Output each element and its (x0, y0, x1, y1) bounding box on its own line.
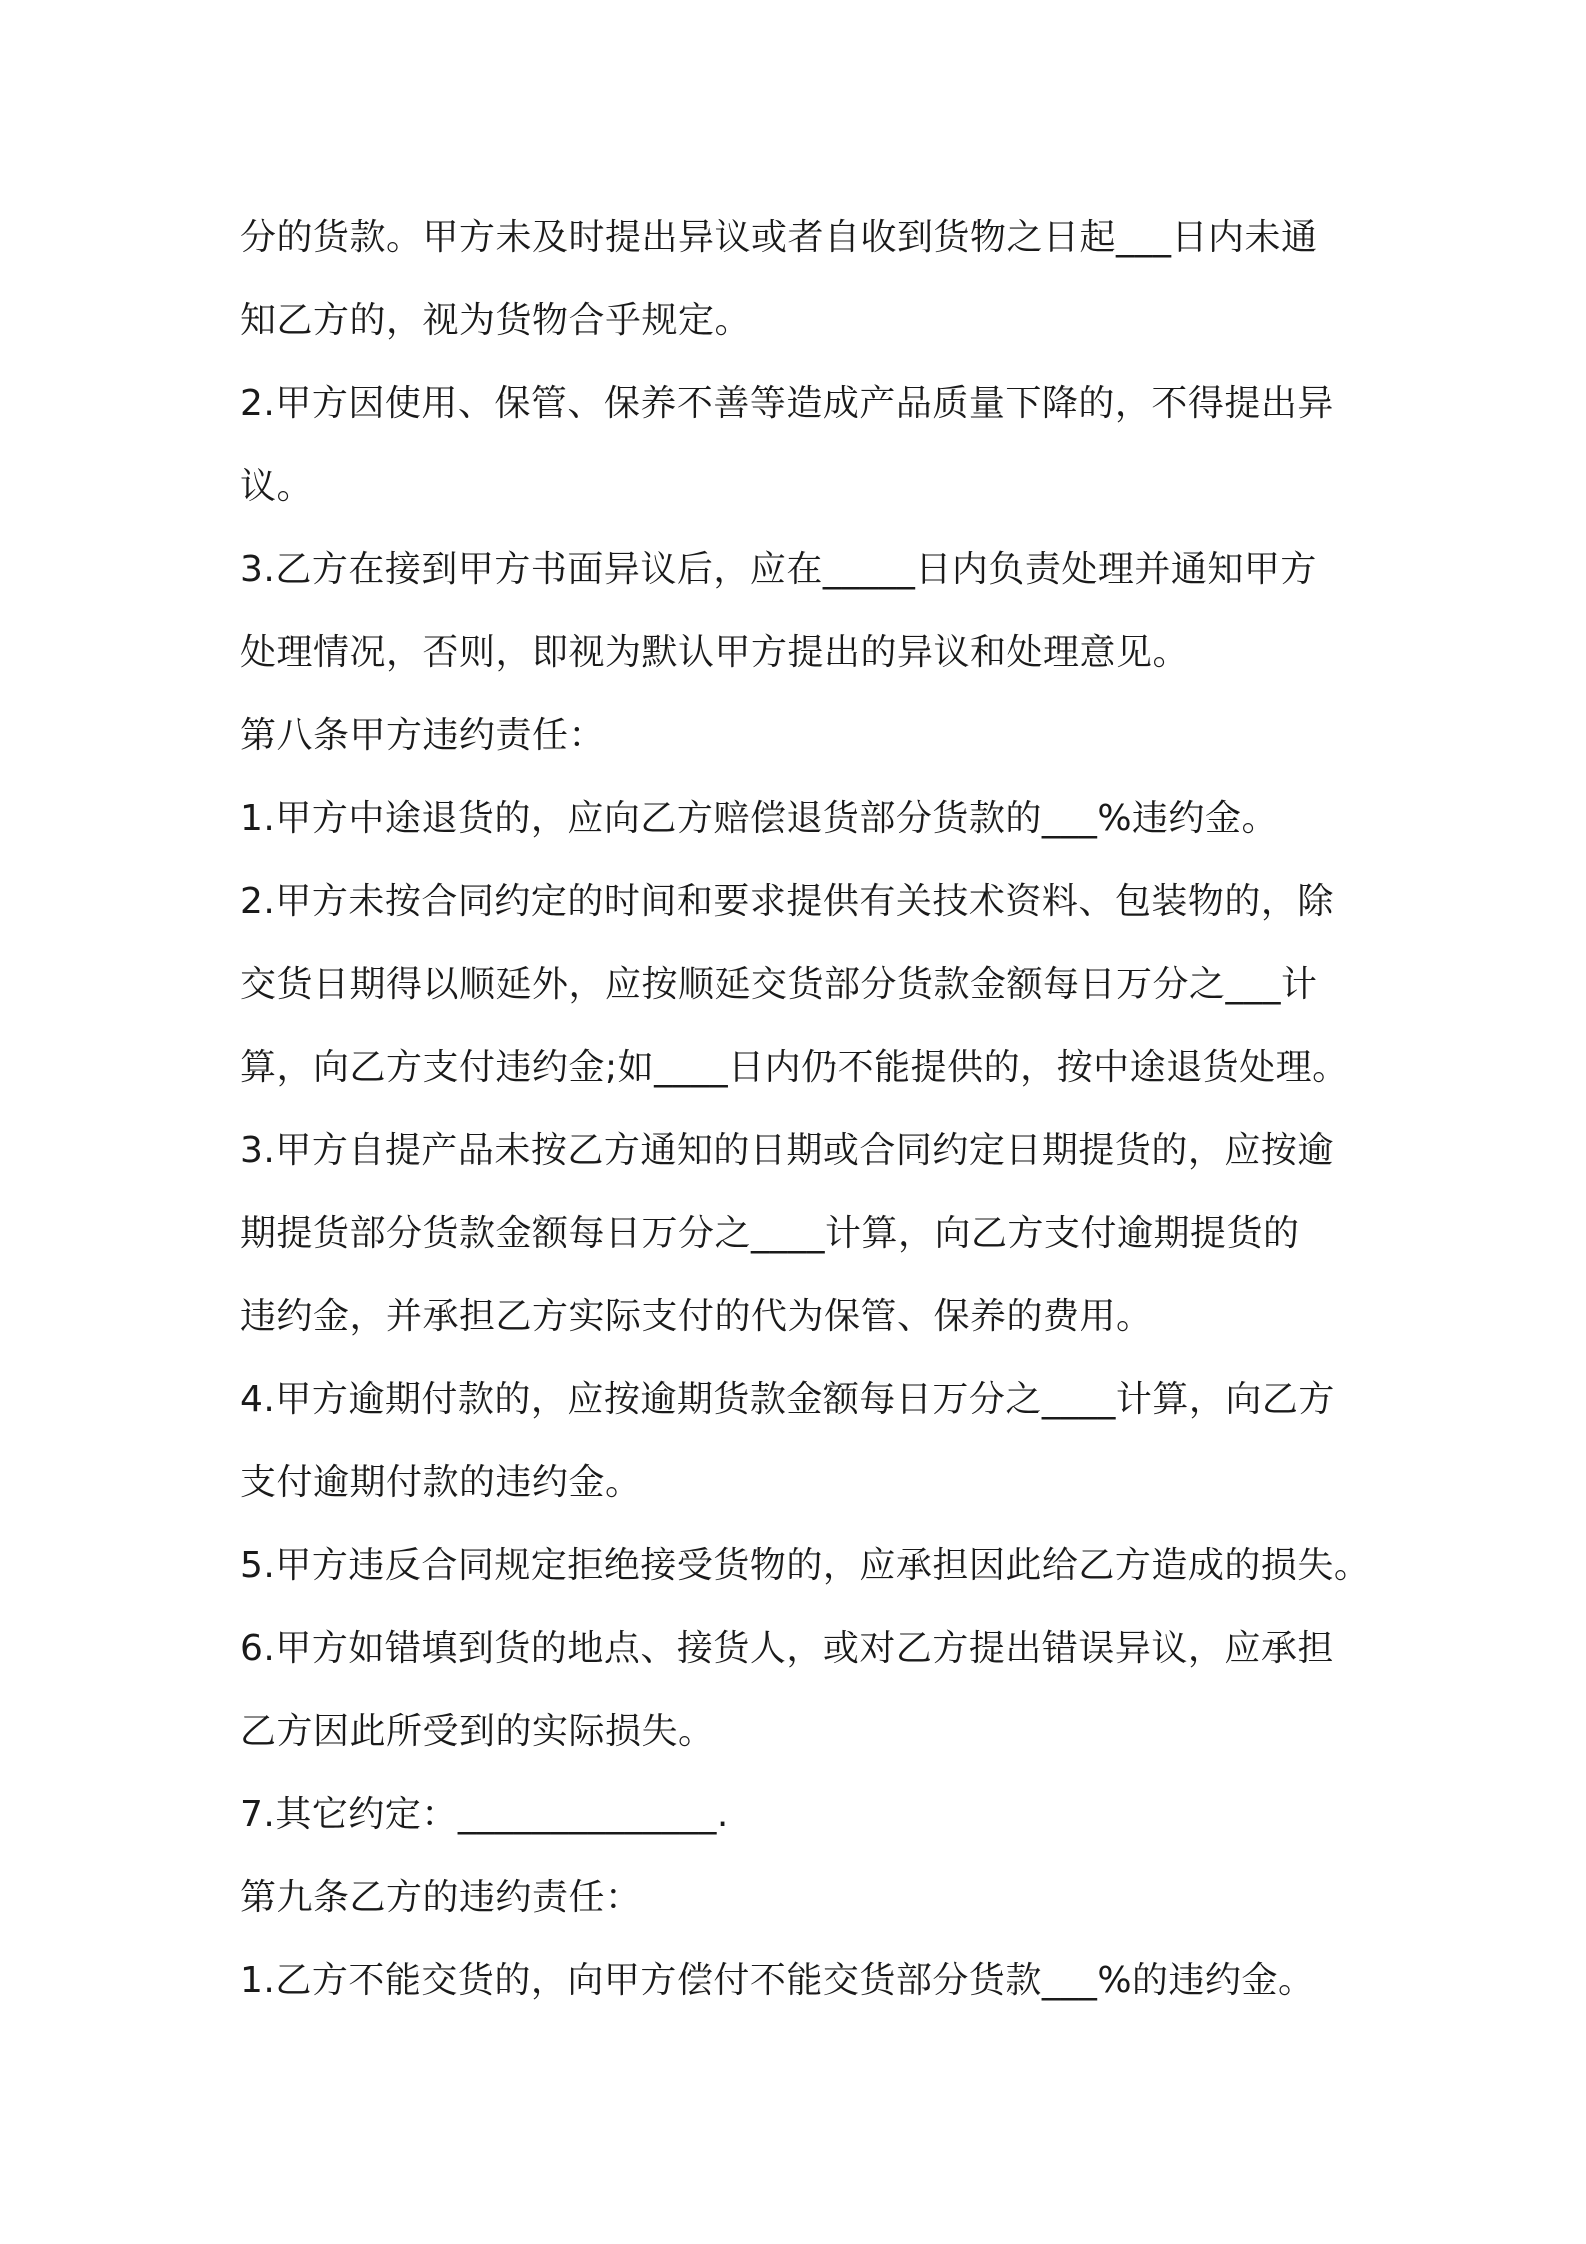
text-line: 支付逾期付款的违约金。 (240, 1462, 642, 1503)
text-line: 处理情况，否则，即视为默认甲方提出的异议和处理意见。 (240, 632, 1190, 673)
text-line: 1.乙方不能交货的，向甲方偿付不能交货部分货款___%的违约金。 (240, 1960, 1315, 2001)
text-line: 2.甲方未按合同约定的时间和要求提供有关技术资料、包装物的，除 (240, 881, 1334, 922)
text-line: 违约金，并承担乙方实际支付的代为保管、保养的费用。 (240, 1296, 1153, 1337)
text-line: 3.甲方自提产品未按乙方通知的日期或合同约定日期提货的，应按逾 (240, 1130, 1334, 1171)
text-line: 议。 (240, 466, 314, 507)
text-line: 期提货部分货款金额每日万分之____计算，向乙方支付逾期提货的 (240, 1213, 1300, 1254)
text-line: 交货日期得以顺延外，应按顺延交货部分货款金额每日万分之___计 (240, 964, 1318, 1005)
text-line: 6.甲方如错填到货的地点、接货人，或对乙方提出错误异议，应承担 (240, 1628, 1334, 1669)
text-line: 4.甲方逾期付款的，应按逾期货款金额每日万分之____计算，向乙方 (240, 1379, 1335, 1420)
text-line: 7.其它约定：______________. (240, 1794, 729, 1835)
section-heading-article-9: 第九条乙方的违约责任： (240, 1877, 642, 1918)
text-line: 乙方因此所受到的实际损失。 (240, 1711, 715, 1752)
document-body (240, 196, 1370, 2022)
text-line: 5.甲方违反合同规定拒绝接受货物的，应承担因此给乙方造成的损失。 (240, 1545, 1371, 1586)
text-line: 2.甲方因使用、保管、保养不善等造成产品质量下降的，不得提出异 (240, 383, 1334, 424)
section-heading-article-8: 第八条甲方违约责任： (240, 715, 606, 756)
text-line: 1.甲方中途退货的，应向乙方赔偿退货部分货款的___%违约金。 (240, 798, 1279, 839)
text-line: 知乙方的，视为货物合乎规定。 (240, 300, 752, 341)
text-line: 分的货款。甲方未及时提出异议或者自收到货物之日起___日内未通 (240, 217, 1318, 258)
text-line: 算，向乙方支付违约金;如____日内仍不能提供的，按中途退货处理。 (240, 1047, 1349, 1088)
text-line: 3.乙方在接到甲方书面异议后，应在_____日内负责处理并通知甲方 (240, 549, 1317, 590)
